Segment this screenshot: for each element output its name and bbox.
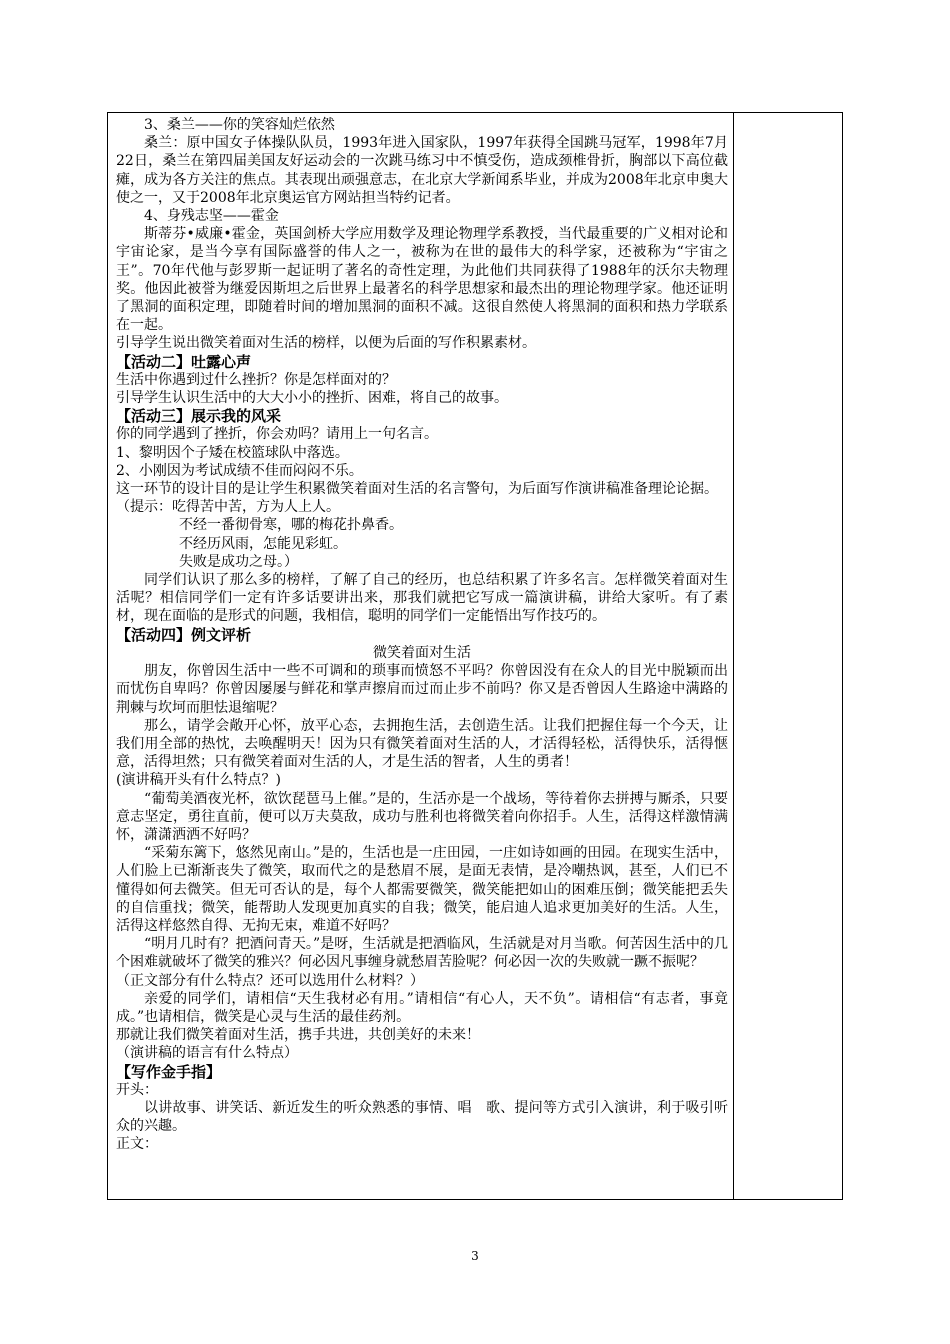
paragraph: 引导学生认识生活中的大大小小的挫折、困难，将自己的故事。 [116, 390, 508, 407]
paragraph: 你的同学遇到了挫折，你会劝吗？请用上一句名言。 [116, 426, 438, 443]
section-heading: 【活动二】吐露心声 [116, 352, 252, 371]
paragraph: （正文部分有什么特点？还可以选用什么材料？） [116, 972, 424, 989]
paragraph: 1、黎明因个子矮在校篮球队中落选。 [116, 444, 349, 461]
paragraph: 3、桑兰——你的笑容灿烂依然 [144, 117, 335, 133]
paragraph: （演讲稿的语言有什么特点） [116, 1045, 298, 1062]
paragraph: （提示：吃得苦中苦，方为人上人。 [116, 499, 340, 516]
essay-title: 微笑着面对生活 [373, 644, 471, 661]
paragraph: 朋友，你曾因生活中一些不可调和的琐事而愤怒不平吗？你曾因没有在众人的目光中脱颖而出而忧伤自卑吗？你曾因屡屡与鲜花和掌声擦肩而过而止步不前吗？你又是否曾因人生路途中满路的荆棘与坎坷而胆怯退缩呢？ [116, 663, 728, 716]
paragraph: 那么，请学会敞开心怀，放平心态，去拥抱生活，去创造生活。让我们把握住每一个今天，让我们用全部的热忱，去唤醒明天！因为只有微笑着面对生活的人，才活得轻松，活得快乐，活得惬意，活得坦然；只有微笑着面对生活的人，才是生活的智者，人生的勇者！ [116, 717, 728, 771]
paragraph: 生活中你遇到过什么挫折？你是怎样面对的？ [116, 371, 396, 388]
section-heading: 【活动四】例文评析 [116, 625, 252, 644]
table-column-divider [733, 112, 734, 1200]
paragraph: 4、身残志坚——霍金 [144, 208, 279, 225]
paragraph: 失败是成功之母。） [179, 553, 298, 570]
page-number: 3 [471, 1249, 479, 1263]
paragraph: 开头： [116, 1081, 158, 1098]
paragraph: (演讲稿开头有什么特点？) [116, 772, 281, 789]
paragraph: 不经历风雨，怎能见彩虹。 [179, 535, 347, 552]
paragraph: 引导学生说出微笑着面对生活的榜样，以便为后面的写作积累素材。 [116, 335, 536, 352]
section-heading: 【活动三】展示我的风采 [116, 407, 282, 426]
paragraph: 不经一番彻骨寒，哪的梅花扑鼻香。 [179, 517, 403, 534]
paragraph: “明月几时有？把酒问青天。”是呀，生活就是把酒临风，生活就是对月当歌。何苦因生活中的几个困难就破坏了微笑的雅兴？何必因凡事缠身就愁眉苦脸呢？何必因一次的失败就一蹶不振呢？ [116, 936, 728, 971]
paragraph: 斯蒂芬•威廉•霍金，英国剑桥大学应用数学及理论物理学系教授，当代最重要的广义相对论和宇宙论家，是当今享有国际盛誉的伟人之一，被称为在世的最伟大的科学家，还被称为“宇宙之王”。70年代他与彭罗斯一起证明了著名的奇性定理，为此他们共同获得了1988年的沃尔夫物理奖。他因此被誉为继爱因斯坦之后世界上最著名的科学思想家和最杰出的理论物理学家。他还证明了黑洞的面积定理，即随着时间的增加黑洞的面积不减。这很自然使人将黑洞的面积和热力学联系在一起。 [116, 226, 728, 334]
paragraph: 桑兰：原中国女子体操队队员，1993年进入国家队，1997年获得全国跳马冠军，1998年7月22日，桑兰在第四届美国友好运动会的一次跳马练习中不慎受伤，造成颈椎骨折，胸部以下高位截瘫，成为各方关注的焦点。其表现出顽强意志，在北京大学新闻系毕业，并成为2008年北京申奥大使之一，又于2008年北京奥运官方网站担当特约记者。 [116, 135, 728, 206]
section-heading: 【写作金手指】 [116, 1062, 222, 1081]
paragraph: “葡萄美酒夜光杯，欲饮琵琶马上催。”是的，生活亦是一个战场，等待着你去拼搏与厮杀，只要意志坚定，勇往直前，便可以万夫莫敌，成功与胜利也将微笑着向你招手。人生，活得这样激情满怀，潇潇洒洒不好吗？ [116, 790, 728, 843]
paragraph: 正文： [116, 1136, 158, 1153]
paragraph: 同学们认识了那么多的榜样，了解了自己的经历，也总结积累了许多名言。怎样微笑着面对生活呢？相信同学们一定有许多话要讲出来，那我们就把它写成一篇演讲稿，讲给大家听。有了素材，现在面临的是形式的问题，我相信，聪明的同学们一定能悟出写作技巧的。 [116, 572, 728, 625]
paragraph: “采菊东篱下，悠然见南山。”是的，生活也是一庄田园，一庄如诗如画的田园。在现实生活中，人们脸上已渐渐丧失了微笑，取而代之的是愁眉不展，是面无表情，是冷嘲热讽，甚至，人们已不懂得如何去微笑。但无可否认的是，每个人都需要微笑，微笑能把如山的困难压倒；微笑能把丢失的自信重找；微笑，能帮助人发现更加真实的自我；微笑，能启迪人追求更加美好的生活。人生，活得这样悠然自得、无拘无束，难道不好吗？ [116, 845, 728, 934]
paragraph: 2、小刚因为考试成绩不佳而闷闷不乐。 [116, 462, 363, 479]
paragraph: 这一环节的设计目的是让学生积累微笑着面对生活的名言警句，为后面写作演讲稿准备理论论据。 [116, 481, 718, 498]
paragraph: 那就让我们微笑着面对生活，携手共进，共创美好的未来！ [116, 1027, 480, 1044]
lesson-content [116, 116, 728, 1154]
paragraph: 以讲故事、讲笑话、新近发生的听众熟悉的事情、唱 歌、提问等方式引入演讲，利于吸引听众的兴趣。 [116, 1099, 728, 1135]
paragraph: 亲爱的同学们，请相信“天生我材必有用。”请相信“有心人，天不负”。请相信“有志者，事竟成。”也请相信，微笑是心灵与生活的最佳药剂。 [116, 990, 728, 1025]
